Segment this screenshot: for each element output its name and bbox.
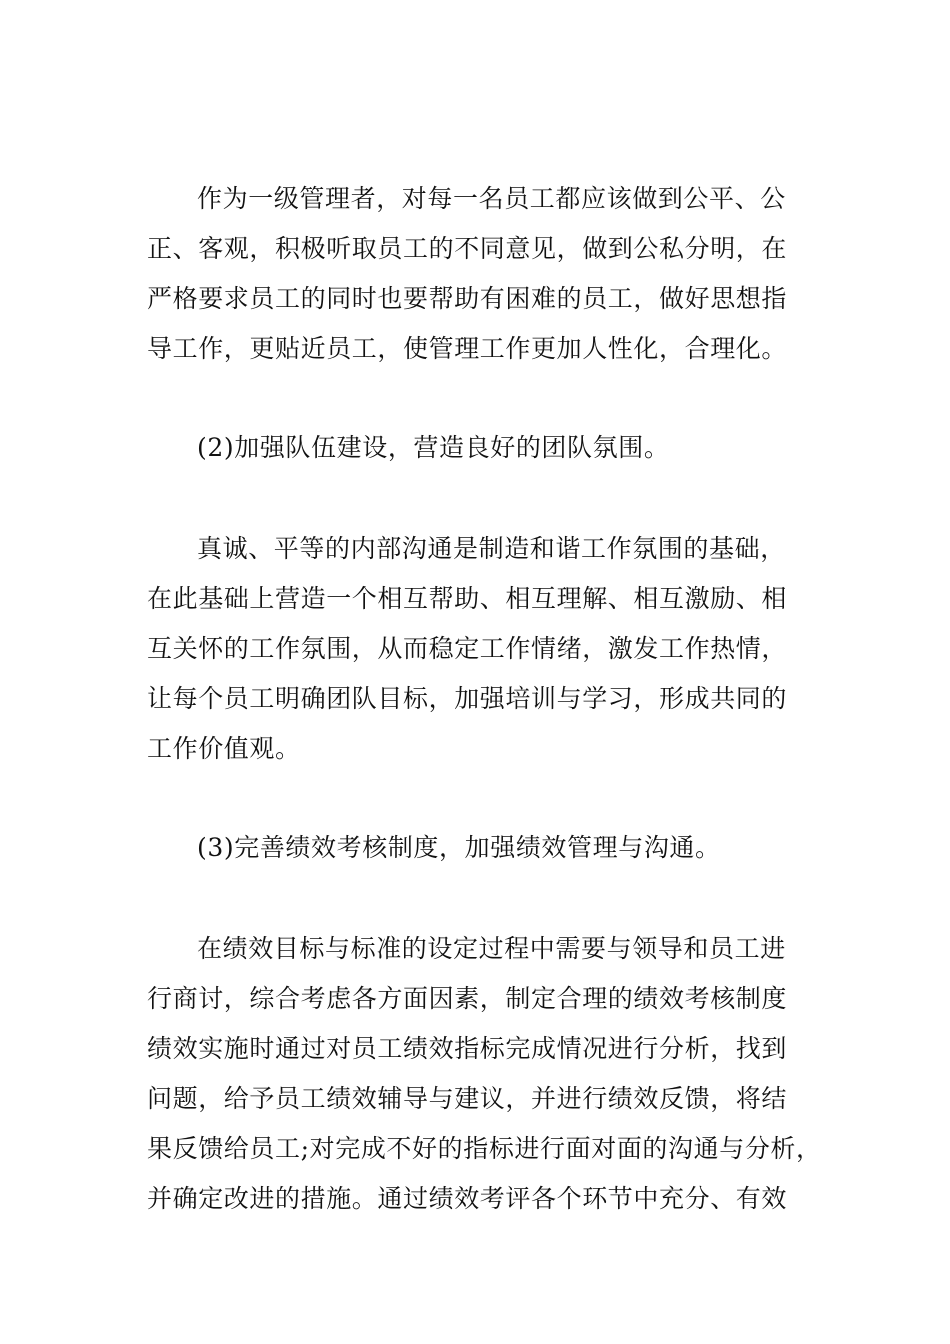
paragraph-3-line-5: 果反馈给员工;对完成不好的指标进行面对面的沟通与分析， bbox=[147, 1134, 822, 1163]
paragraph-3-line-6: 并确定改进的措施。通过绩效考评各个环节中充分、有效 bbox=[147, 1184, 788, 1213]
paragraph-2-line-2: 在此基础上营造一个相互帮助、相互理解、相互激励、相 bbox=[147, 584, 788, 613]
paragraph-2-line-1: 真诚、平等的内部沟通是制造和谐工作氛围的基础， bbox=[197, 534, 786, 563]
paragraph-3-line-3: 绩效实施时通过对员工绩效指标完成情况进行分析，找到 bbox=[147, 1034, 788, 1063]
paragraph-1-line-4: 导工作，更贴近员工，使管理工作更加人性化，合理化。 bbox=[147, 334, 788, 363]
paragraph-1-line-2: 正、客观，积极听取员工的不同意见，做到公私分明，在 bbox=[147, 234, 788, 263]
section-heading-3: (3)完善绩效考核制度，加强绩效管理与沟通。 bbox=[197, 833, 721, 862]
paragraph-2-line-5: 工作价值观。 bbox=[147, 734, 301, 763]
paragraph-3-line-1: 在绩效目标与标准的设定过程中需要与领导和员工进 bbox=[197, 934, 786, 963]
paragraph-2-line-4: 让每个员工明确团队目标，加强培训与学习，形成共同的 bbox=[147, 684, 788, 713]
section-heading-2: (2)加强队伍建设，营造良好的团队氛围。 bbox=[197, 433, 670, 462]
paragraph-3-line-4: 问题，给予员工绩效辅导与建议，并进行绩效反馈，将结 bbox=[147, 1084, 788, 1113]
paragraph-3-line-2: 行商讨，综合考虑各方面因素，制定合理的绩效考核制度 bbox=[147, 984, 788, 1013]
paragraph-1-line-3: 严格要求员工的同时也要帮助有困难的员工，做好思想指 bbox=[147, 284, 788, 313]
paragraph-1-line-1: 作为一级管理者，对每一名员工都应该做到公平、公 bbox=[197, 184, 786, 213]
paragraph-2-line-3: 互关怀的工作氛围，从而稳定工作情绪，激发工作热情， bbox=[147, 634, 788, 663]
